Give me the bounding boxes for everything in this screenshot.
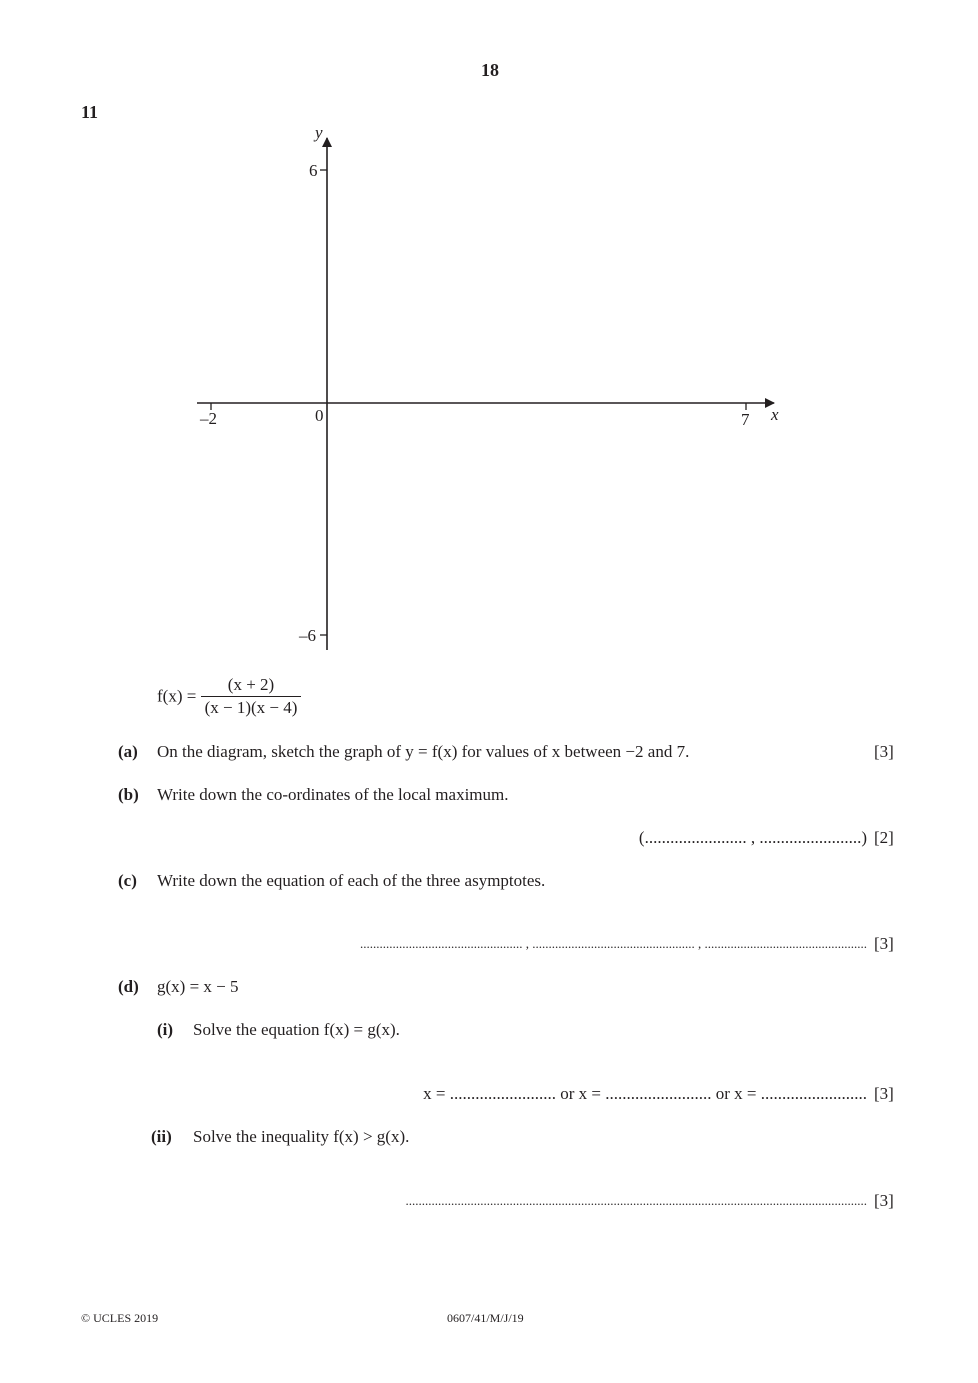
part-b-label: (b) <box>118 785 139 804</box>
function-fraction <box>201 674 302 719</box>
x-tick-label-7: 7 <box>741 410 750 429</box>
fraction-denominator: (x − 1)(x − 4) <box>204 698 298 717</box>
y-tick-label-minus6: –6 <box>299 626 316 645</box>
part-d-i-marks: [3] <box>874 1084 894 1103</box>
part-a-text: On the diagram, sketch the graph of y = f(x) for values of x between −2 and 7. <box>157 742 690 761</box>
part-a-label: (a) <box>118 742 138 761</box>
origin-label: 0 <box>315 406 324 425</box>
part-d-i-label: (i) <box>157 1020 174 1039</box>
part-c-marks: [3] <box>874 934 894 953</box>
part-b-answer-line[interactable]: (........................ , ........................) <box>638 828 867 847</box>
part-a-marks: [3] <box>874 742 894 761</box>
part-d-i-answer-line[interactable]: x = ......................... or x = ......................... or x = ......................... <box>423 1084 867 1103</box>
x-tick-label-minus2: –2 <box>200 409 217 428</box>
page-number: 18 <box>481 60 499 80</box>
part-c-label: (c) <box>118 871 137 890</box>
part-b-marks: [2] <box>874 828 894 847</box>
y-axis-label: y <box>315 123 323 142</box>
part-d-label: (d) <box>118 977 139 996</box>
part-d-text: g(x) = x − 5 <box>157 977 239 996</box>
part-c-text: Write down the equation of each of the three asymptotes. <box>157 871 546 890</box>
part-d-ii-answer-line[interactable]: .............................................................................................................................................. <box>405 1193 867 1208</box>
part-d-ii-label: (ii) <box>151 1127 172 1146</box>
part-b-text: Write down the co-ordinates of the local maximum. <box>157 785 509 804</box>
function-definition <box>157 674 301 719</box>
y-tick-label-6: 6 <box>309 161 318 180</box>
part-d-i-text: Solve the equation f(x) = g(x). <box>193 1020 400 1039</box>
footer-code: 0607/41/M/J/19 <box>447 1311 524 1325</box>
footer-copyright: © UCLES 2019 <box>81 1311 159 1325</box>
fraction-numerator: (x + 2) <box>201 674 302 697</box>
part-d-ii-text: Solve the inequality f(x) > g(x). <box>193 1127 410 1146</box>
part-d-ii-marks: [3] <box>874 1191 894 1210</box>
question-number: 11 <box>81 102 99 122</box>
part-c-answer-line[interactable]: .................................................. , .................................................. , .................................................. <box>360 936 867 951</box>
function-lhs: f(x) = <box>157 686 197 706</box>
x-axis-label: x <box>771 405 779 424</box>
